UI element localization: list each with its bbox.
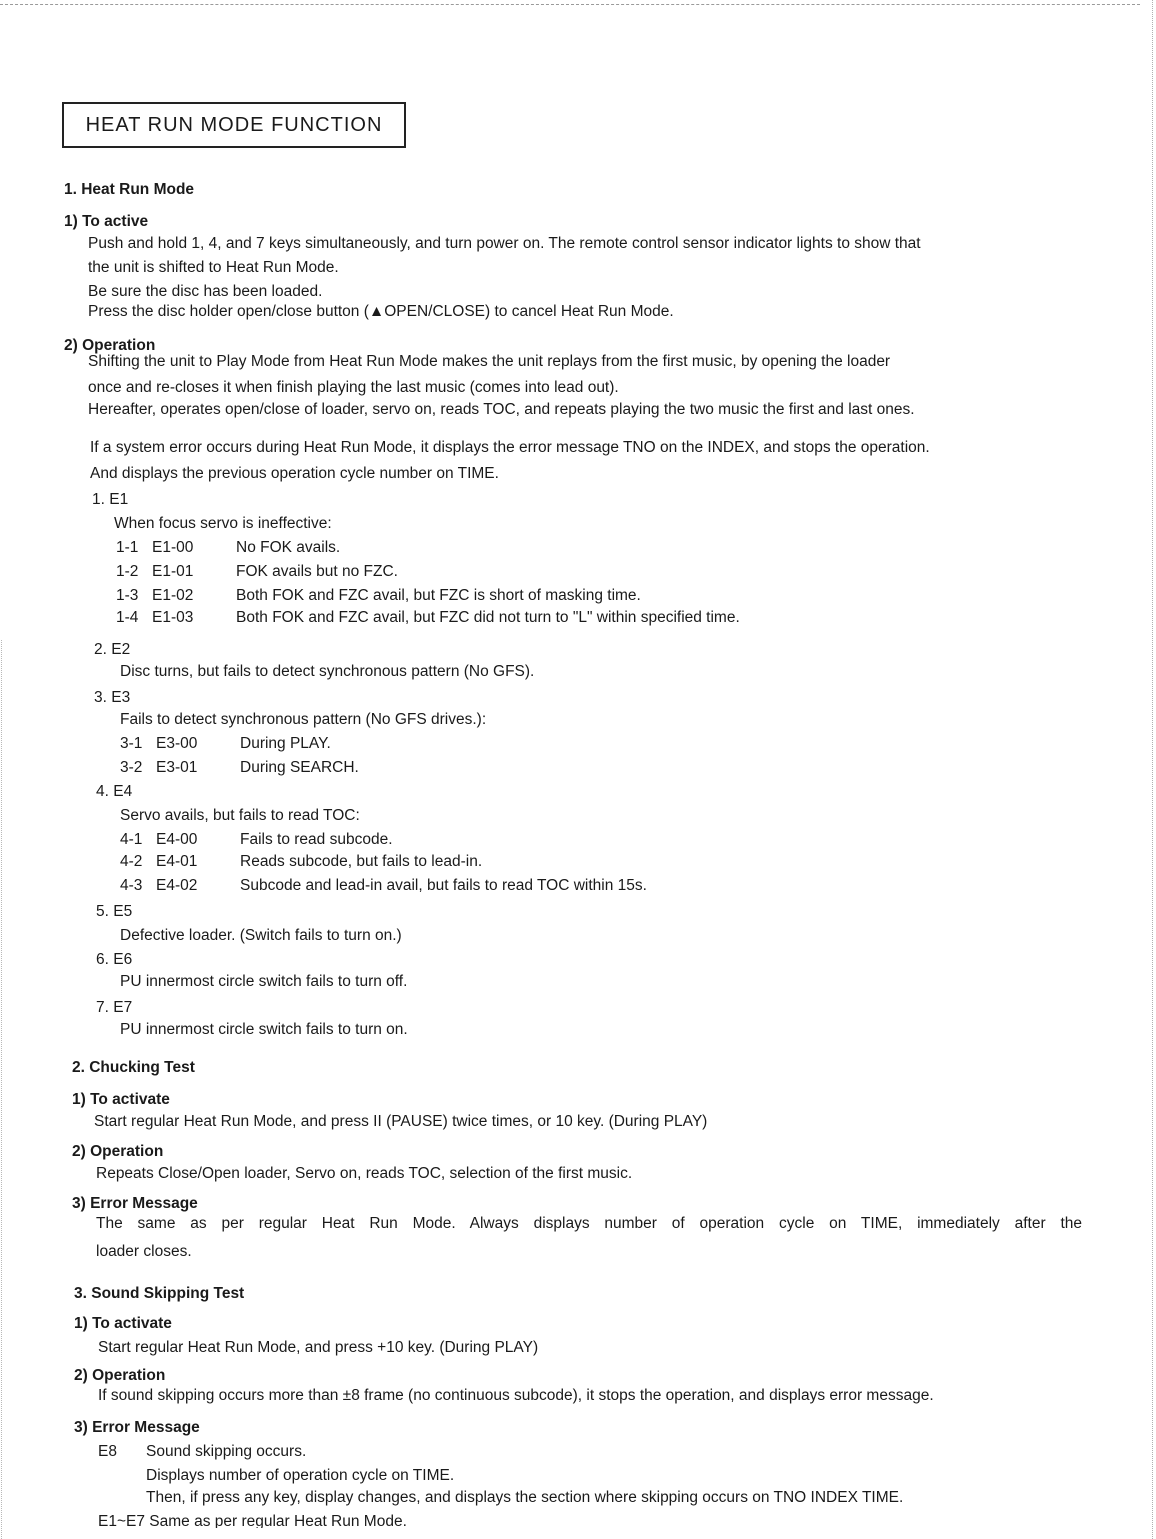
error-description: Defective loader. (Switch fails to turn on.) xyxy=(120,927,402,944)
subsection-heading: 2) Operation xyxy=(72,1143,164,1160)
error-item: 4-1 E4-00 Fails to read subcode. xyxy=(120,831,393,848)
error-heading: 7. E7 xyxy=(96,999,133,1016)
paragraph-line: Be sure the disc has been loaded. xyxy=(88,283,323,300)
subsection-heading: 3) Error Message xyxy=(72,1195,198,1212)
error-heading: 2. E2 xyxy=(94,641,131,658)
paragraph-line: E1~E7 Same as per regular Heat Run Mode. xyxy=(98,1513,407,1528)
error-item: 3-2 E3-01 During SEARCH. xyxy=(120,759,359,776)
paragraph-line: And displays the previous operation cycle number on TIME. xyxy=(90,465,499,482)
error-item: 3-1 E3-00 During PLAY. xyxy=(120,735,331,752)
error-description: When focus servo is ineffective: xyxy=(114,515,332,532)
error-description: PU innermost circle switch fails to turn on. xyxy=(120,1021,408,1038)
subsection-heading: 2) Operation xyxy=(74,1367,166,1384)
error-item: 1-4 E1-03 Both FOK and FZC avail, but FZC did not turn to "L" within specified time. xyxy=(116,609,740,626)
error-heading: 1. E1 xyxy=(92,491,129,508)
paragraph-line: If sound skipping occurs more than ±8 frame (no continuous subcode), it stops the operation, and displays error message. xyxy=(98,1387,934,1404)
subsection-heading: 1) To activate xyxy=(72,1091,170,1108)
paragraph-line: the unit is shifted to Heat Run Mode. xyxy=(88,259,339,276)
page-title: HEAT RUN MODE FUNCTION xyxy=(62,102,406,148)
paragraph-line: Then, if press any key, display changes, and displays the section where skipping occurs on TNO INDEX TIME. xyxy=(146,1489,904,1506)
paragraph-line: If a system error occurs during Heat Run Mode, it displays the error message TNO on the INDEX, and stops the operation. xyxy=(90,439,930,456)
error-description: Disc turns, but fails to detect synchronous pattern (No GFS). xyxy=(120,663,535,680)
subsection-heading: 2) Operation xyxy=(64,337,156,354)
error-heading: 3. E3 xyxy=(94,689,131,706)
section-heading: 3. Sound Skipping Test xyxy=(74,1285,245,1302)
paragraph-line: Push and hold 1, 4, and 7 keys simultaneously, and turn power on. The remote control sensor indicator lights to show that xyxy=(88,235,921,252)
error-heading: 4. E4 xyxy=(96,783,133,800)
subsection-heading: 1) To activate xyxy=(74,1315,172,1332)
paragraph-line: Press the disc holder open/close button (▲OPEN/CLOSE) to cancel Heat Run Mode. xyxy=(88,303,674,320)
scan-right-border xyxy=(1152,0,1153,1539)
section-heading: 2. Chucking Test xyxy=(72,1059,195,1076)
paragraph-line: Repeats Close/Open loader, Servo on, reads TOC, selection of the first music. xyxy=(96,1165,633,1182)
error-item: 1-2 E1-01 FOK avails but no FZC. xyxy=(116,563,398,580)
error-item: E8 Sound skipping occurs. xyxy=(98,1443,307,1460)
paragraph-line: Hereafter, operates open/close of loader, servo on, reads TOC, and repeats playing the two music the first and last ones. xyxy=(88,401,915,418)
section-heading: 1. Heat Run Mode xyxy=(64,181,195,198)
error-item: 4-3 E4-02 Subcode and lead-in avail, but fails to read TOC within 15s. xyxy=(120,877,647,894)
paragraph-line: Displays number of operation cycle on TIME. xyxy=(146,1467,455,1484)
paragraph-line: The same as per regular Heat Run Mode. Always displays number of operation cycle on TIME, immediately after the xyxy=(96,1215,1082,1232)
error-item: 4-2 E4-01 Reads subcode, but fails to lead-in. xyxy=(120,853,483,870)
error-description: Servo avails, but fails to read TOC: xyxy=(120,807,360,824)
scan-top-border xyxy=(0,4,1140,5)
error-description: PU innermost circle switch fails to turn off. xyxy=(120,973,408,990)
subsection-heading: 3) Error Message xyxy=(74,1419,200,1436)
error-description: Fails to detect synchronous pattern (No GFS drives.): xyxy=(120,711,487,728)
error-heading: 5. E5 xyxy=(96,903,133,920)
error-heading: 6. E6 xyxy=(96,951,133,968)
subsection-heading: 1) To active xyxy=(64,213,149,230)
paragraph-line: Start regular Heat Run Mode, and press II (PAUSE) twice times, or 10 key. (During PLAY) xyxy=(94,1113,708,1130)
paragraph-line: Shifting the unit to Play Mode from Heat Run Mode makes the unit replays from the first music, by opening the loader xyxy=(88,353,891,370)
scan-left-border xyxy=(1,640,2,1539)
paragraph-line: once and re-closes it when finish playing the last music (comes into lead out). xyxy=(88,379,619,396)
error-item: 1-1 E1-00 No FOK avails. xyxy=(116,539,341,556)
error-item: 1-3 E1-02 Both FOK and FZC avail, but FZC is short of masking time. xyxy=(116,587,641,604)
paragraph-line: Start regular Heat Run Mode, and press +10 key. (During PLAY) xyxy=(98,1339,539,1356)
paragraph-line: loader closes. xyxy=(96,1243,192,1260)
